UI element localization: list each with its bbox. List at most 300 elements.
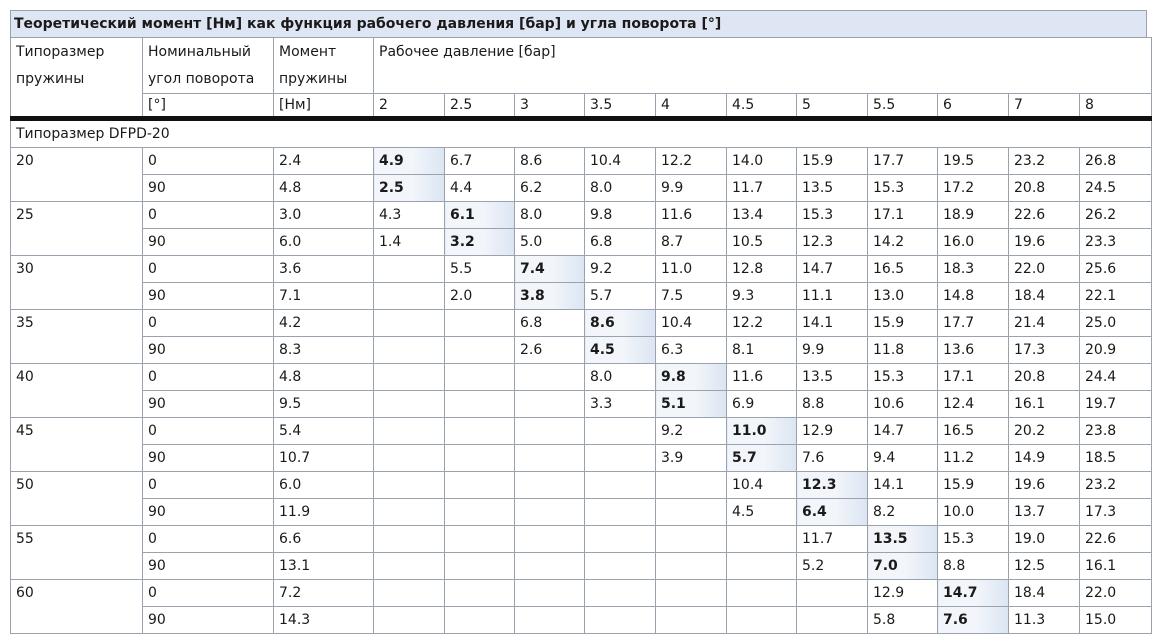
torque-cell	[797, 607, 868, 634]
torque-cell-highlighted: 5.1	[656, 391, 727, 418]
torque-cell	[585, 553, 656, 580]
torque-cell: 14.9	[1009, 445, 1080, 472]
torque-cell: 22.6	[1080, 526, 1152, 553]
header-size-line1: Типоразмер	[16, 44, 105, 60]
torque-cell: 9.9	[656, 175, 727, 202]
torque-cell: 26.8	[1080, 148, 1152, 175]
table-row	[11, 553, 1152, 580]
torque-cell: 15.3	[938, 526, 1009, 553]
torque-cell: 10.5	[727, 229, 797, 256]
torque-cell: 20.9	[1080, 337, 1152, 364]
spring-size-cell: 40	[11, 364, 143, 391]
section-label: Типоразмер DFPD-20	[11, 119, 1152, 148]
torque-cell: 8.0	[585, 175, 656, 202]
pressure-header-cell: 8	[1080, 94, 1152, 119]
torque-cell: 5.0	[515, 229, 585, 256]
table-row	[11, 391, 1152, 418]
torque-cell: 1.4	[374, 229, 445, 256]
torque-cell: 13.5	[797, 175, 868, 202]
torque-cell: 14.7	[868, 418, 938, 445]
units-size-blank	[11, 94, 143, 119]
torque-cell: 2.6	[515, 337, 585, 364]
torque-cell: 15.3	[868, 175, 938, 202]
torque-table	[10, 37, 1152, 634]
torque-cell: 16.1	[1080, 553, 1152, 580]
torque-cell	[515, 607, 585, 634]
torque-cell: 20.8	[1009, 364, 1080, 391]
spring-size-cell	[11, 229, 143, 256]
angle-cell: 90	[143, 391, 274, 418]
angle-cell: 90	[143, 445, 274, 472]
torque-cell: 2.0	[445, 283, 515, 310]
torque-cell: 19.6	[1009, 472, 1080, 499]
angle-cell: 0	[143, 310, 274, 337]
torque-cell: 12.2	[727, 310, 797, 337]
spring-size-cell	[11, 553, 143, 580]
torque-cell	[656, 607, 727, 634]
torque-cell: 14.1	[868, 472, 938, 499]
torque-cell	[374, 418, 445, 445]
spring-moment-cell: 4.8	[274, 364, 374, 391]
spring-moment-cell: 5.4	[274, 418, 374, 445]
torque-cell: 8.8	[938, 553, 1009, 580]
torque-cell	[515, 391, 585, 418]
torque-cell	[797, 580, 868, 607]
torque-cell	[656, 472, 727, 499]
spring-size-cell	[11, 337, 143, 364]
angle-cell: 0	[143, 364, 274, 391]
angle-unit: [°]	[143, 94, 274, 119]
torque-cell-highlighted: 9.8	[656, 364, 727, 391]
torque-table-container	[10, 10, 1147, 634]
spring-moment-cell: 6.0	[274, 229, 374, 256]
torque-cell: 13.7	[1009, 499, 1080, 526]
torque-cell	[515, 445, 585, 472]
angle-cell: 90	[143, 283, 274, 310]
pressure-header-cell: 3	[515, 94, 585, 119]
torque-cell: 7.6	[797, 445, 868, 472]
angle-cell: 90	[143, 607, 274, 634]
torque-cell-highlighted: 7.0	[868, 553, 938, 580]
torque-cell: 6.8	[585, 229, 656, 256]
torque-cell: 13.0	[868, 283, 938, 310]
torque-cell: 23.2	[1080, 472, 1152, 499]
pressure-header-cell: 7	[1009, 94, 1080, 119]
angle-cell: 90	[143, 553, 274, 580]
angle-cell: 0	[143, 580, 274, 607]
torque-cell-highlighted: 14.7	[938, 580, 1009, 607]
table-row	[11, 229, 1152, 256]
angle-cell: 0	[143, 526, 274, 553]
torque-cell	[445, 418, 515, 445]
angle-cell: 90	[143, 499, 274, 526]
spring-size-cell: 20	[11, 148, 143, 175]
torque-cell: 15.3	[868, 364, 938, 391]
torque-cell-highlighted: 7.6	[938, 607, 1009, 634]
torque-cell	[515, 553, 585, 580]
header-size	[11, 38, 143, 94]
torque-cell: 16.5	[938, 418, 1009, 445]
table-title: Теоретический момент [Нм] как функция рабочего давления [бар] и угла поворота [°]	[10, 10, 1147, 37]
table-row	[11, 445, 1152, 472]
torque-cell: 18.4	[1009, 580, 1080, 607]
torque-cell-highlighted: 4.9	[374, 148, 445, 175]
torque-cell: 6.3	[656, 337, 727, 364]
torque-cell: 17.3	[1080, 499, 1152, 526]
torque-cell: 4.3	[374, 202, 445, 229]
torque-cell	[515, 499, 585, 526]
torque-cell: 12.8	[727, 256, 797, 283]
torque-cell	[585, 472, 656, 499]
torque-cell: 22.6	[1009, 202, 1080, 229]
torque-cell-highlighted: 2.5	[374, 175, 445, 202]
torque-cell: 22.0	[1009, 256, 1080, 283]
torque-cell: 23.2	[1009, 148, 1080, 175]
spring-size-cell	[11, 391, 143, 418]
torque-cell: 4.5	[727, 499, 797, 526]
torque-cell	[374, 310, 445, 337]
angle-cell: 0	[143, 148, 274, 175]
angle-cell: 90	[143, 175, 274, 202]
torque-cell: 4.4	[445, 175, 515, 202]
spring-moment-cell: 4.8	[274, 175, 374, 202]
torque-cell: 9.4	[868, 445, 938, 472]
torque-cell: 18.5	[1080, 445, 1152, 472]
torque-cell: 9.2	[585, 256, 656, 283]
torque-cell: 8.0	[585, 364, 656, 391]
torque-cell	[374, 580, 445, 607]
torque-cell: 10.6	[868, 391, 938, 418]
torque-cell: 15.0	[1080, 607, 1152, 634]
torque-cell: 8.7	[656, 229, 727, 256]
table-row	[11, 310, 1152, 337]
spring-moment-cell: 8.3	[274, 337, 374, 364]
torque-cell	[585, 418, 656, 445]
torque-cell: 11.0	[656, 256, 727, 283]
torque-cell	[374, 445, 445, 472]
angle-cell: 90	[143, 229, 274, 256]
torque-cell: 15.9	[797, 148, 868, 175]
torque-cell	[727, 526, 797, 553]
torque-cell-highlighted: 4.5	[585, 337, 656, 364]
torque-cell-highlighted: 3.8	[515, 283, 585, 310]
spring-moment-cell: 6.0	[274, 472, 374, 499]
pressure-header-cell: 3.5	[585, 94, 656, 119]
table-row	[11, 418, 1152, 445]
torque-cell	[374, 256, 445, 283]
header-pressure: Рабочее давление [бар]	[374, 38, 1152, 94]
torque-cell: 8.1	[727, 337, 797, 364]
torque-cell: 17.3	[1009, 337, 1080, 364]
torque-cell: 10.0	[938, 499, 1009, 526]
torque-cell: 24.5	[1080, 175, 1152, 202]
torque-cell: 18.9	[938, 202, 1009, 229]
torque-cell	[585, 445, 656, 472]
torque-cell: 11.3	[1009, 607, 1080, 634]
torque-cell	[585, 580, 656, 607]
angle-cell: 0	[143, 256, 274, 283]
spring-size-cell	[11, 445, 143, 472]
angle-cell: 90	[143, 337, 274, 364]
torque-cell: 8.6	[515, 148, 585, 175]
spring-size-cell: 35	[11, 310, 143, 337]
torque-cell	[445, 526, 515, 553]
pressure-header-cell: 2	[374, 94, 445, 119]
torque-cell: 12.9	[868, 580, 938, 607]
spring-size-cell: 50	[11, 472, 143, 499]
spring-moment-cell: 14.3	[274, 607, 374, 634]
torque-cell: 5.5	[445, 256, 515, 283]
torque-cell: 15.9	[868, 310, 938, 337]
torque-cell: 9.8	[585, 202, 656, 229]
torque-cell: 3.3	[585, 391, 656, 418]
torque-cell: 19.6	[1009, 229, 1080, 256]
torque-cell: 6.9	[727, 391, 797, 418]
torque-cell: 11.8	[868, 337, 938, 364]
torque-cell	[445, 580, 515, 607]
torque-cell	[445, 391, 515, 418]
torque-cell: 14.2	[868, 229, 938, 256]
torque-cell	[656, 526, 727, 553]
torque-cell	[656, 580, 727, 607]
torque-cell-highlighted: 7.4	[515, 256, 585, 283]
table-row	[11, 202, 1152, 229]
spring-size-cell: 25	[11, 202, 143, 229]
torque-cell: 14.1	[797, 310, 868, 337]
torque-cell: 5.7	[585, 283, 656, 310]
torque-cell: 5.8	[868, 607, 938, 634]
torque-cell: 14.7	[797, 256, 868, 283]
torque-cell	[727, 580, 797, 607]
torque-cell: 13.5	[797, 364, 868, 391]
torque-cell: 11.2	[938, 445, 1009, 472]
spring-moment-cell: 10.7	[274, 445, 374, 472]
table-row	[11, 499, 1152, 526]
spring-size-cell: 30	[11, 256, 143, 283]
torque-cell-highlighted: 12.3	[797, 472, 868, 499]
torque-cell-highlighted: 8.6	[585, 310, 656, 337]
spring-size-cell: 55	[11, 526, 143, 553]
torque-cell	[515, 526, 585, 553]
torque-cell	[445, 472, 515, 499]
pressure-header-cell: 6	[938, 94, 1009, 119]
torque-cell	[374, 607, 445, 634]
torque-cell	[374, 472, 445, 499]
torque-cell	[585, 607, 656, 634]
spring-size-cell: 45	[11, 418, 143, 445]
torque-cell: 17.7	[938, 310, 1009, 337]
spring-moment-cell: 3.0	[274, 202, 374, 229]
table-row	[11, 175, 1152, 202]
torque-cell: 8.8	[797, 391, 868, 418]
torque-cell	[445, 553, 515, 580]
spring-moment-cell: 11.9	[274, 499, 374, 526]
torque-cell: 17.1	[868, 202, 938, 229]
torque-cell	[656, 499, 727, 526]
torque-cell: 21.4	[1009, 310, 1080, 337]
torque-cell: 22.1	[1080, 283, 1152, 310]
torque-cell	[445, 364, 515, 391]
torque-cell	[585, 526, 656, 553]
torque-cell	[374, 391, 445, 418]
torque-cell: 24.4	[1080, 364, 1152, 391]
torque-cell	[374, 526, 445, 553]
header-moment-line1: Момент	[279, 44, 337, 60]
torque-cell: 11.6	[727, 364, 797, 391]
torque-cell: 9.9	[797, 337, 868, 364]
table-row	[11, 337, 1152, 364]
spring-size-cell	[11, 175, 143, 202]
torque-cell: 19.0	[1009, 526, 1080, 553]
torque-cell: 17.7	[868, 148, 938, 175]
torque-cell: 14.0	[727, 148, 797, 175]
spring-moment-cell: 6.6	[274, 526, 374, 553]
spring-size-cell: 60	[11, 580, 143, 607]
spring-moment-cell: 2.4	[274, 148, 374, 175]
torque-cell	[515, 418, 585, 445]
torque-cell	[445, 337, 515, 364]
spring-size-cell	[11, 607, 143, 634]
torque-cell	[727, 607, 797, 634]
table-row	[11, 148, 1152, 175]
torque-cell: 19.7	[1080, 391, 1152, 418]
torque-cell: 14.8	[938, 283, 1009, 310]
header-moment-line2: пружины	[279, 71, 348, 87]
section-row	[11, 119, 1152, 148]
pressure-header-cell: 5	[797, 94, 868, 119]
torque-cell: 6.7	[445, 148, 515, 175]
torque-cell: 23.8	[1080, 418, 1152, 445]
table-row	[11, 580, 1152, 607]
torque-cell: 15.9	[938, 472, 1009, 499]
moment-unit: [Нм]	[274, 94, 374, 119]
torque-cell: 11.1	[797, 283, 868, 310]
table-row	[11, 526, 1152, 553]
header-angle-line2: угол поворота	[148, 71, 255, 87]
torque-cell-highlighted: 11.0	[727, 418, 797, 445]
spring-moment-cell: 4.2	[274, 310, 374, 337]
torque-cell: 8.2	[868, 499, 938, 526]
spring-size-cell	[11, 499, 143, 526]
torque-cell: 11.6	[656, 202, 727, 229]
torque-cell: 12.2	[656, 148, 727, 175]
torque-cell: 26.2	[1080, 202, 1152, 229]
torque-cell: 10.4	[727, 472, 797, 499]
angle-cell: 0	[143, 202, 274, 229]
torque-cell: 16.0	[938, 229, 1009, 256]
spring-moment-cell: 3.6	[274, 256, 374, 283]
header-moment	[274, 38, 374, 94]
spring-moment-cell: 13.1	[274, 553, 374, 580]
torque-cell	[374, 364, 445, 391]
torque-cell: 16.5	[868, 256, 938, 283]
torque-cell	[445, 499, 515, 526]
torque-cell-highlighted: 5.7	[727, 445, 797, 472]
torque-cell	[515, 364, 585, 391]
torque-cell: 3.9	[656, 445, 727, 472]
pressure-header-cell: 4	[656, 94, 727, 119]
spring-moment-cell: 9.5	[274, 391, 374, 418]
torque-cell: 13.4	[727, 202, 797, 229]
torque-cell: 12.5	[1009, 553, 1080, 580]
torque-cell: 23.3	[1080, 229, 1152, 256]
torque-cell: 8.0	[515, 202, 585, 229]
torque-cell: 17.2	[938, 175, 1009, 202]
torque-cell	[445, 445, 515, 472]
torque-cell: 18.3	[938, 256, 1009, 283]
torque-cell	[374, 499, 445, 526]
torque-cell: 16.1	[1009, 391, 1080, 418]
torque-cell	[445, 310, 515, 337]
pressure-header-cell: 4.5	[727, 94, 797, 119]
torque-cell	[727, 553, 797, 580]
header-angle	[143, 38, 274, 94]
torque-cell: 7.5	[656, 283, 727, 310]
torque-cell: 15.3	[797, 202, 868, 229]
table-row	[11, 256, 1152, 283]
torque-cell: 10.4	[656, 310, 727, 337]
torque-cell: 22.0	[1080, 580, 1152, 607]
torque-cell: 12.4	[938, 391, 1009, 418]
spring-moment-cell: 7.2	[274, 580, 374, 607]
header-size-line2: пружины	[16, 71, 85, 87]
torque-cell: 11.7	[727, 175, 797, 202]
torque-cell: 19.5	[938, 148, 1009, 175]
torque-cell: 25.0	[1080, 310, 1152, 337]
table-row	[11, 283, 1152, 310]
torque-cell-highlighted: 6.1	[445, 202, 515, 229]
torque-cell: 17.1	[938, 364, 1009, 391]
torque-cell: 9.2	[656, 418, 727, 445]
torque-cell	[585, 499, 656, 526]
torque-cell: 6.8	[515, 310, 585, 337]
torque-cell-highlighted: 13.5	[868, 526, 938, 553]
torque-cell: 25.6	[1080, 256, 1152, 283]
torque-cell: 18.4	[1009, 283, 1080, 310]
torque-cell: 11.7	[797, 526, 868, 553]
torque-cell: 12.3	[797, 229, 868, 256]
spring-moment-cell: 7.1	[274, 283, 374, 310]
angle-cell: 0	[143, 418, 274, 445]
torque-cell: 10.4	[585, 148, 656, 175]
header-row	[11, 38, 1152, 94]
spring-size-cell	[11, 283, 143, 310]
torque-cell	[445, 607, 515, 634]
torque-cell: 5.2	[797, 553, 868, 580]
header-angle-line1: Номинальный	[148, 44, 251, 60]
torque-cell	[374, 283, 445, 310]
torque-cell-highlighted: 6.4	[797, 499, 868, 526]
units-row	[11, 94, 1152, 119]
table-row	[11, 472, 1152, 499]
torque-cell: 13.6	[938, 337, 1009, 364]
torque-cell	[656, 553, 727, 580]
table-row	[11, 364, 1152, 391]
torque-cell	[515, 472, 585, 499]
torque-cell	[515, 580, 585, 607]
pressure-header-cell: 2.5	[445, 94, 515, 119]
torque-cell	[374, 553, 445, 580]
table-row	[11, 607, 1152, 634]
pressure-header-cell: 5.5	[868, 94, 938, 119]
torque-cell-highlighted: 3.2	[445, 229, 515, 256]
torque-cell: 6.2	[515, 175, 585, 202]
torque-cell: 9.3	[727, 283, 797, 310]
torque-cell: 12.9	[797, 418, 868, 445]
torque-cell: 20.2	[1009, 418, 1080, 445]
angle-cell: 0	[143, 472, 274, 499]
torque-cell: 20.8	[1009, 175, 1080, 202]
